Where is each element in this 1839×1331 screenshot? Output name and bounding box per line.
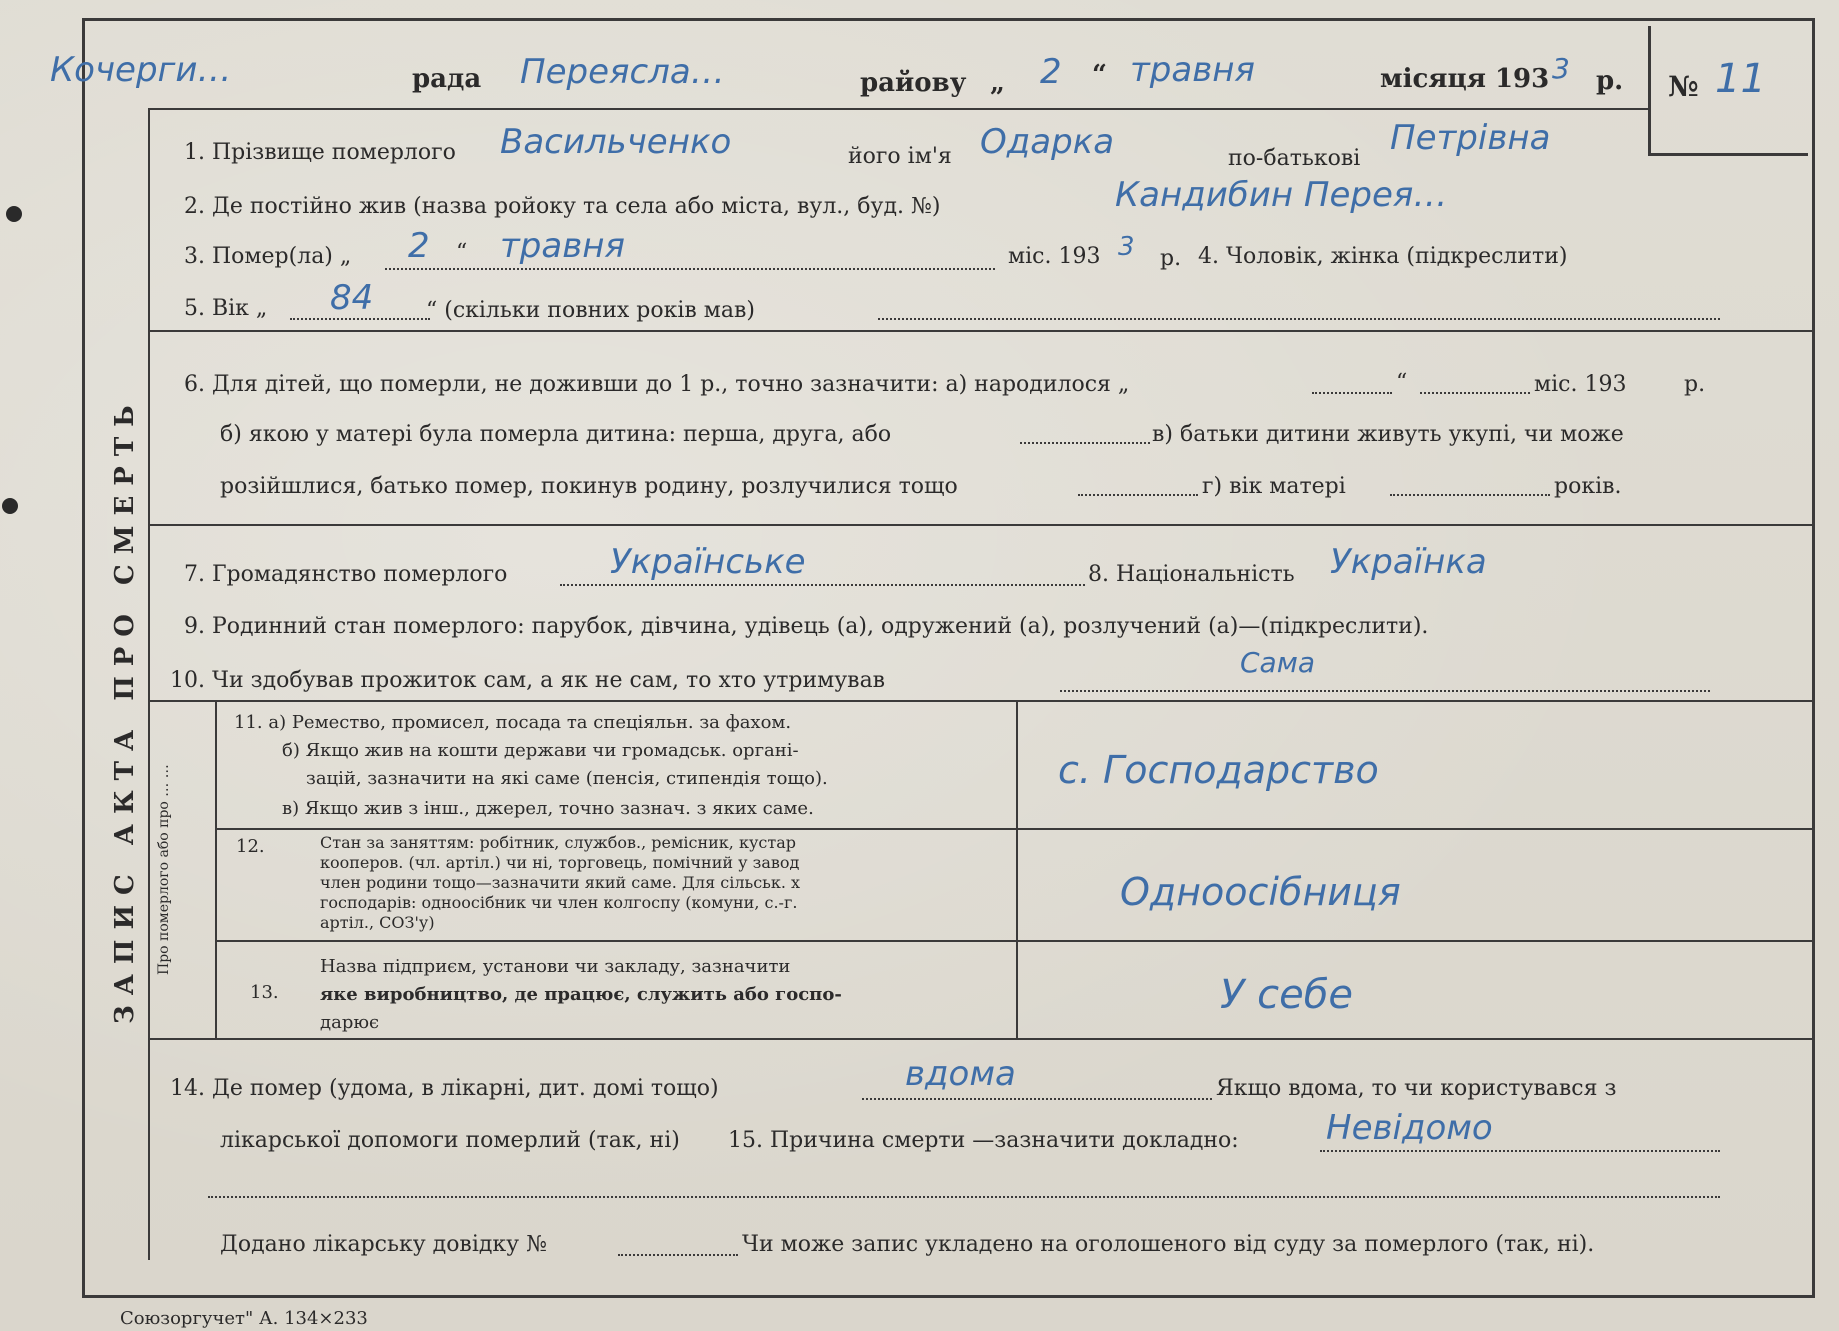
q11-c: в) Якщо жив з інш., джерел, точно зазнач. з яких саме. [282, 798, 814, 819]
q3-month-label: міс. 193 [1008, 244, 1101, 269]
q6-line1-end: міс. 193 [1534, 372, 1627, 397]
q15-label-a: лікарської допомоги померлий (так, ні) [220, 1128, 680, 1153]
q6-line3-c: років. [1554, 474, 1622, 499]
printer-imprint: Союзоргучет" А. 134×233 [120, 1308, 368, 1329]
divider [215, 700, 217, 1038]
q12-value: Одноосібниця [1120, 870, 1401, 914]
divider [1016, 700, 1018, 1038]
divider [148, 330, 1815, 332]
q14-label: 14. Де помер (удома, в лікарні, дит. домі тощо) [170, 1076, 719, 1101]
q3-label: 3. Помер(ла) „ [184, 244, 352, 269]
q11-b2: зацій, зазначити на які саме (пенсія, стипендія тощо). [306, 768, 828, 789]
month-handwritten: травня [1130, 50, 1255, 90]
q13-value: У себе [1220, 972, 1353, 1018]
number-label: № [1668, 70, 1699, 103]
q8-value: Українка [1330, 542, 1487, 582]
q10-value: Сама [1240, 646, 1315, 679]
q11-b1: б) Якщо жив на кошти держави чи громадськ. органі- [282, 740, 799, 761]
dotted-line [1420, 392, 1530, 394]
divider [215, 828, 1815, 830]
q14-value: вдома [905, 1054, 1016, 1094]
district-handwritten: Переясла… [520, 52, 725, 92]
dotted-line [878, 318, 1720, 320]
dotted-line [385, 268, 995, 270]
rada-handwritten: Кочерги… [50, 50, 232, 90]
rada-label: рада [412, 64, 482, 94]
quote-close: “ [1092, 60, 1107, 90]
dotted-line [1312, 392, 1392, 394]
punch-hole [2, 498, 18, 514]
q13-l1: Назва підприєм, установи чи закладу, зазначити [320, 956, 791, 977]
q3-month: травня [500, 226, 625, 266]
q12-l5: артіл., СОЗ'у) [320, 913, 435, 932]
q4-label: 4. Чоловік, жінка (підкреслити) [1198, 244, 1568, 269]
q5-note: “ (скільки повних років мав) [426, 298, 756, 323]
q3-year: 3 [1118, 232, 1135, 262]
divider [148, 700, 1815, 702]
dotted-line [618, 1254, 738, 1256]
q2-value: Кандибин Перея… [1115, 175, 1448, 215]
month-label: місяця 193 [1380, 64, 1550, 94]
q1-name-label: його ім'я [848, 144, 952, 169]
dotted-line [560, 584, 1085, 586]
quote-close: “ [456, 240, 468, 265]
q3-day: 2 [408, 226, 430, 266]
q8-label: 8. Національність [1088, 562, 1295, 587]
footer-attached-label: Додано лікарську довідку № [220, 1232, 547, 1257]
q11-value: с. Господарство [1058, 748, 1379, 792]
side-subtitle: Про померлого або про … … [156, 764, 172, 976]
q12-l1: Стан за заняттям: робітник, службов., ремісник, кустар [320, 833, 796, 852]
q6-line1: 6. Для дітей, що померли, не доживши до 1 р., точно зазначити: а) народилося „ [184, 372, 1130, 397]
q6-line2-a: б) якою у матері була померла дитина: перша, друга, або [220, 422, 892, 447]
q1-surname: Васильченко [500, 122, 732, 162]
footer-court-label: Чи може запис укладено на оголошеного від суду за померлого (так, ні). [742, 1232, 1595, 1257]
dotted-line [1390, 494, 1550, 496]
dotted-line [1320, 1150, 1720, 1152]
dotted-line [1078, 494, 1198, 496]
divider [148, 108, 1648, 110]
quote-close: “ [1396, 370, 1408, 395]
q9-label: 9. Родинний стан померлого: парубок, дівчина, удівець (а), одружений (а), розлучений (а)—(підкреслити). [184, 614, 1429, 639]
q1-label: 1. Прізвище померлого [184, 140, 456, 165]
q1-patronymic: Петрівна [1390, 118, 1551, 158]
q7-value: Українське [610, 542, 806, 582]
q6-line2-b: в) батьки дитини живуть укупі, чи може [1152, 422, 1624, 447]
q13-l3: дарює [320, 1012, 380, 1033]
q6-line3-b: г) вік матері [1202, 474, 1346, 499]
q12-l4: господарів: одноосібник чи член колгоспу (комуни, с.-г. [320, 893, 798, 912]
year-suffix-handwritten: 3 [1552, 52, 1570, 85]
q6-line3-a: розійшлися, батько помер, покинув родину, розлучилися тощо [220, 474, 958, 499]
q13-l2: яке виробництво, де працює, служить або госпо- [320, 984, 842, 1005]
dotted-line [1020, 442, 1150, 444]
q12-l2: кооперов. (чл. артіл.) чи ні, торговець, помічний у завод [320, 853, 800, 872]
side-title: ЗАПИС АКТА ПРО СМЕРТЬ [110, 395, 140, 1025]
dotted-line [208, 1196, 1720, 1198]
q15-label-b: 15. Причина смерти —зазначити докладно: [728, 1128, 1239, 1153]
q5-label: 5. Вік „ [184, 296, 268, 321]
q10-label: 10. Чи здобував прожиток сам, а як не сам, то хто утримував [170, 668, 886, 693]
punch-hole [6, 206, 22, 222]
dotted-line [1060, 690, 1710, 692]
q14-tail: Якщо вдома, то чи користувався з [1216, 1076, 1617, 1101]
divider [148, 1038, 1815, 1040]
q13-num: 13. [250, 982, 279, 1003]
q12-l3: член родини тощо—зазначити який саме. Для сільськ. х [320, 873, 801, 892]
year-label: р. [1596, 66, 1624, 96]
q3-year-label: р. [1160, 246, 1182, 271]
q1-name: Одарка [980, 122, 1115, 162]
q11-a: 11. а) Ремество, промисел, посада та спеціяльн. за фахом. [234, 712, 792, 733]
q15-value: Невідомо [1326, 1108, 1493, 1148]
district-label: райову [860, 68, 967, 98]
divider [215, 940, 1815, 942]
q6-line1-r: р. [1684, 372, 1706, 397]
q7-label: 7. Громадянство померлого [184, 562, 508, 587]
day-handwritten: 2 [1040, 52, 1062, 92]
q12-num: 12. [236, 836, 265, 857]
q1-patronymic-label: по-батькові [1228, 146, 1361, 171]
dotted-line [862, 1098, 1212, 1100]
q5-value: 84 [330, 278, 374, 318]
number-handwritten: 11 [1715, 56, 1766, 102]
quote-open: „ [990, 68, 1005, 98]
divider [148, 524, 1815, 526]
dotted-line [290, 318, 430, 320]
q2-label: 2. Де постійно жив (назва ройоку та села або міста, вул., буд. №) [184, 194, 941, 219]
